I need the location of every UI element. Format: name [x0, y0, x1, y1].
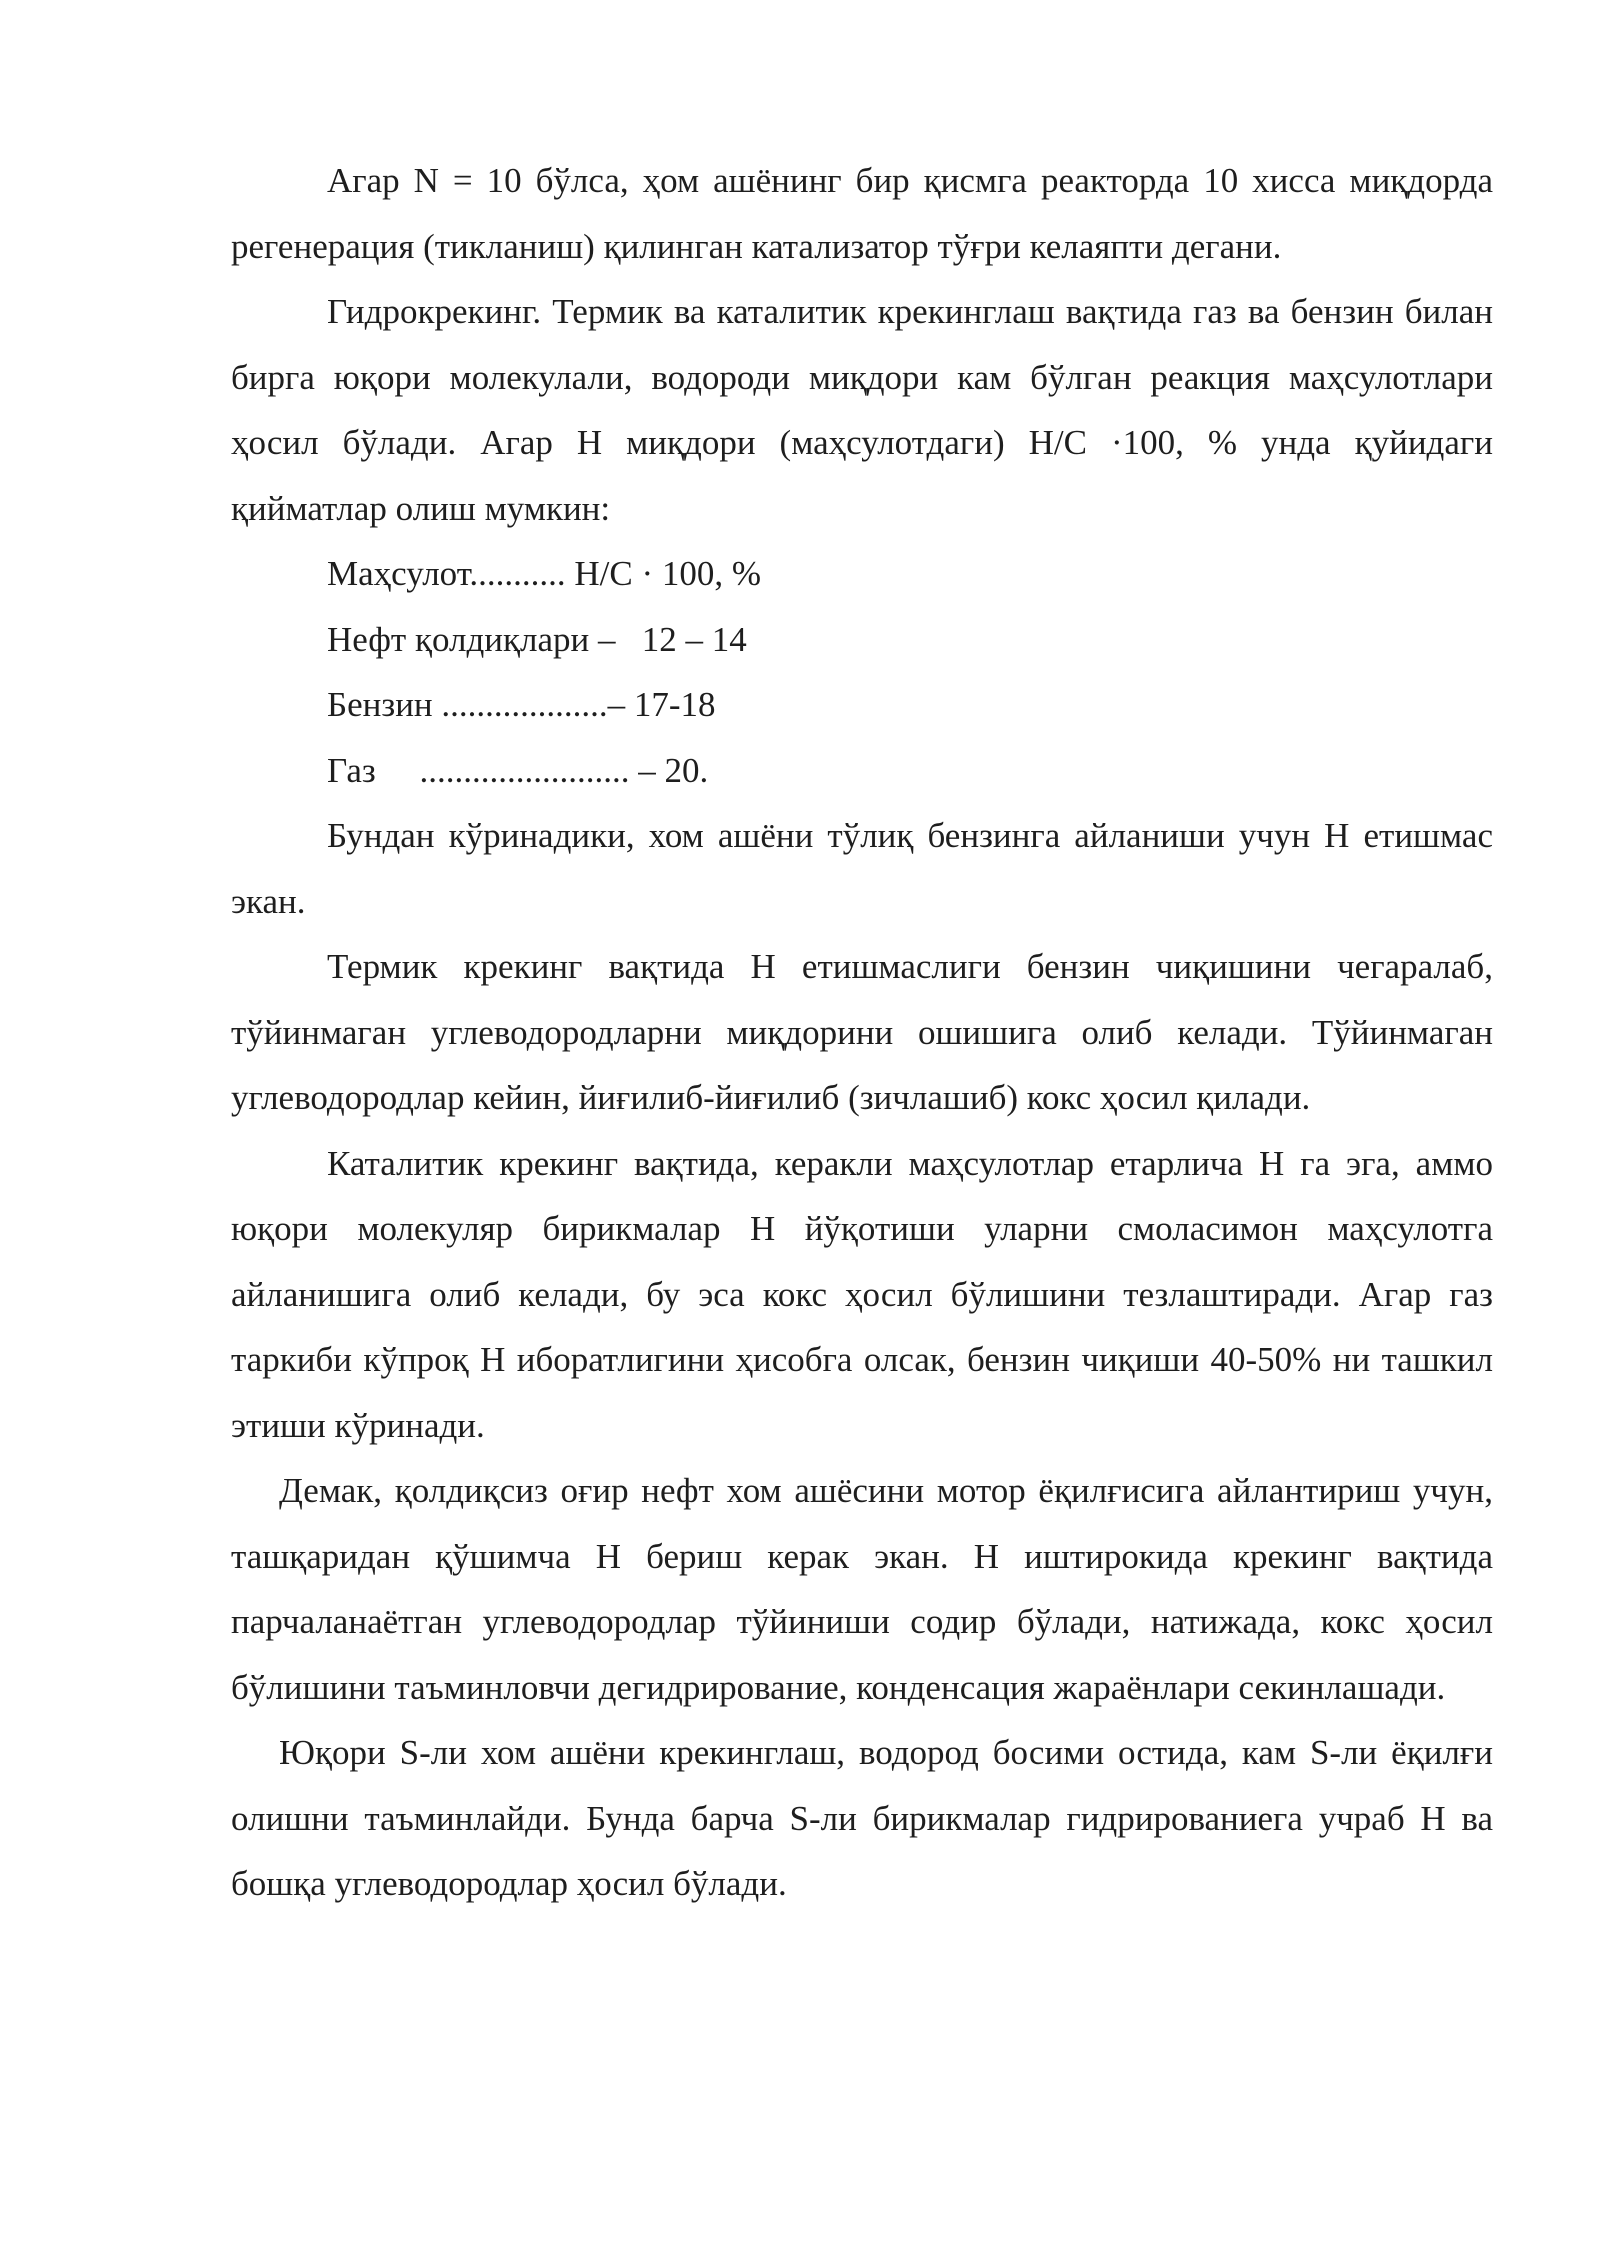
paragraph-hydrogen-supply: Демак, қолдиқсиз оғир нефт хом ашёсини мотор ёқилғисига айлантириш учун, ташқаридан қўшимча Н бериш керак экан. Н иштирокида крекинг вақтида парчаланаётган углеводородлар тўйиниши содир бўлади, натижада, кокс ҳосил бўлишини таъминловчи дегидрирование, конденсация жараёнлари секинлашади.	[231, 1471, 1493, 1707]
paragraph-sulfur: Юқори S-ли хом ашёни крекинглаш, водород босими остида, кам S-ли ёқилғи олишни таъминлайди. Бунда барча S-ли бирикмалар гидрированиега учраб Н ва бошқа углеводородлар ҳосил бўлади.	[231, 1733, 1493, 1903]
paragraph-catalytic-cracking: Каталитик крекинг вақтида, керакли маҳсулотлар етарлича Н га эга, аммо юқори молекуляр бирикмалар Н йўқотиши уларни смоласимон маҳсулотга айланишига олиб келади, бу эса кокс ҳосил бўлишини тезлаштиради. Агар газ таркиби кўпроқ Н иборатлигини ҳисобга олсак, бензин чиқиши 40-50% ни ташкил этиши кўринади.	[231, 1143, 1493, 1445]
paragraph-hydrocracking: Гидрокрекинг. Термик ва каталитик крекинглаш вақтида газ ва бензин билан бирга юқори молекулали, водороди миқдори кам бўлган реакция маҳсулотлари ҳосил бўлади. Агар Н миқдори (маҳсулотдаги) Н/С ·100, % унда қуйидаги қийматлар олиш мумкин:	[231, 292, 1493, 528]
hydrogen-content-table	[231, 541, 1493, 803]
paragraph-conclusion: Бундан кўринадики, хом ашёни тўлиқ бензинга айланиши учун Н етишмас экан.	[231, 816, 1493, 921]
document-page	[231, 148, 1493, 1917]
table-row: Нефт қолдиқлари – 12 – 14	[327, 619, 747, 659]
table-header: Маҳсулот........... Н/С · 100, %	[327, 554, 762, 593]
paragraph-thermal-cracking: Термик крекинг вақтида Н етишмаслиги бензин чиқишини чегаралаб, тўйинмаган углеводородларни миқдорини ошишига олиб келади. Тўйинмаган углеводородлар кейин, йиғилиб-йиғилиб (зичлашиб) кокс ҳосил қилади.	[231, 947, 1493, 1117]
table-row: Газ ........................ – 20.	[327, 750, 709, 790]
table-row: Бензин ...................– 17-18	[327, 685, 716, 724]
paragraph-regeneration: Агар N = 10 бўлса, ҳом ашёнинг бир қисмга реакторда 10 хисса миқдорда регенерация (тикланиш) қилинган катализатор тўғри келаяпти дегани.	[231, 161, 1493, 266]
